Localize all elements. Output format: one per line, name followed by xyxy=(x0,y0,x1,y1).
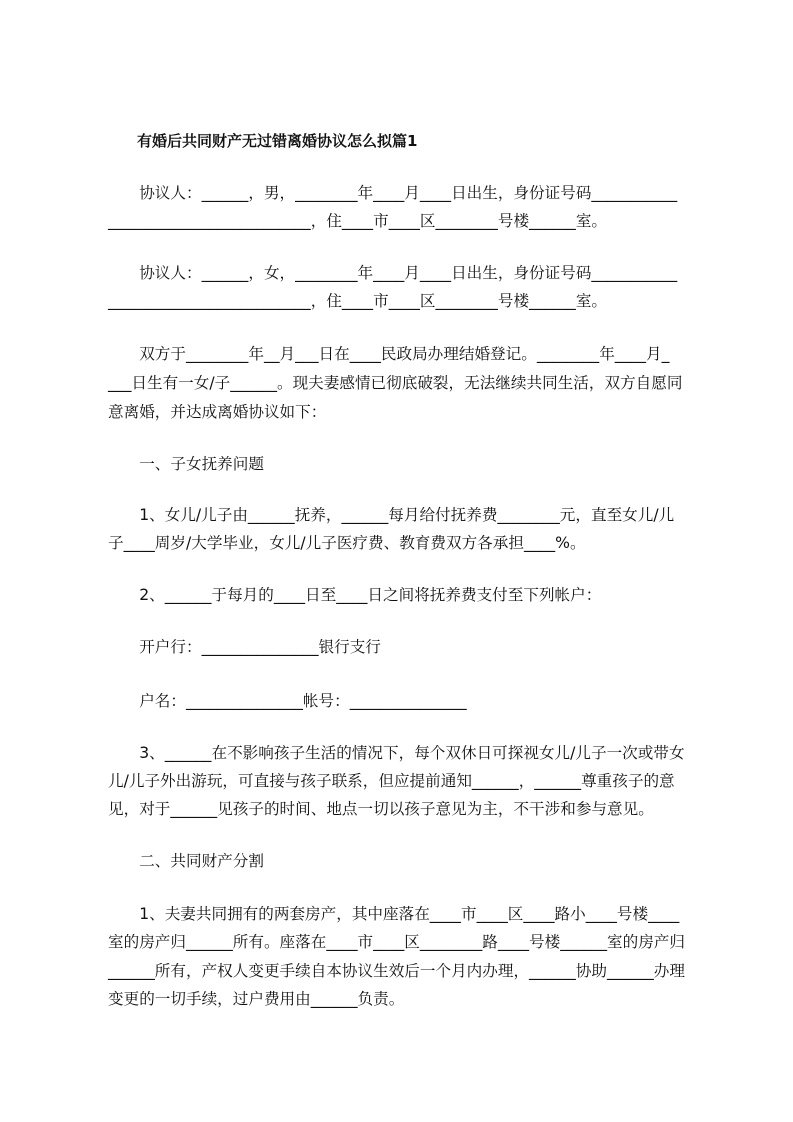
marriage-paragraph-line-3: 意离婚，并达成离婚协议如下： xyxy=(108,403,327,421)
document-title: 有婚后共同财产无过错离婚协议怎么拟篇1 xyxy=(137,132,418,150)
property-clause-1-line-1: 1、夫妻共同拥有的两套房产，其中座落在____市____区____路小____号楼____ xyxy=(108,905,680,923)
custody-clause-2: 2、______于每月的____日至____日之间将抚养费支付至下列帐户： xyxy=(108,586,602,604)
party1-line-2: __________________________，住____市____区________号楼______室。 xyxy=(108,212,608,230)
party2-line-2: __________________________，住____市____区________号楼______室。 xyxy=(108,292,608,310)
custody-clause-1-line-2: 子____周岁/大学毕业，女儿/儿子医疗费、教育费双方各承担____%。 xyxy=(108,534,586,552)
party2-line-1: 协议人：______，女，________年____月____日出生，身份证号码___________ xyxy=(108,264,678,282)
party1-line-1: 协议人：______，男，________年____月____日出生，身份证号码___________ xyxy=(108,184,678,202)
property-clause-1-line-4: 变更的一切手续，过户费用由______负责。 xyxy=(108,990,405,1008)
marriage-paragraph-line-2: ___日生有一女/子______。现夫妻感情已彻底破裂，无法继续共同生活，双方自愿同 xyxy=(108,374,683,392)
custody-clause-3-line-2: 儿/儿子外出游玩，可直接与孩子联系，但应提前通知______，______尊重孩子的意 xyxy=(108,772,675,790)
custody-clause-1-line-1: 1、女儿/儿子由______抚养，______每月给付抚养费________元，直至女儿/儿 xyxy=(108,506,675,524)
account-line: 户名：_______________帐号：_______________ xyxy=(108,692,467,710)
custody-clause-3-line-1: 3、______在不影响孩子生活的情况下，每个双休日可探视女儿/儿子一次或带女 xyxy=(108,744,685,762)
section-heading-child-custody: 一、子女抚养问题 xyxy=(108,455,264,473)
section-heading-property-division: 二、共同财产分割 xyxy=(108,852,264,870)
property-clause-1-line-2: 室的房产归______所有。座落在____市____区________路____号楼______室的房产归 xyxy=(108,933,685,951)
marriage-paragraph-line-1: 双方于________年__月___日在____民政局办理结婚登记。________年____月_ xyxy=(108,345,670,363)
property-clause-1-line-3: ______所有，产权人变更手续自本协议生效后一个月内办理，______协助______办理 xyxy=(108,962,685,980)
custody-clause-3-line-3: 见，对于______见孩子的时间、地点一切以孩子意见为主，不干涉和参与意见。 xyxy=(108,800,654,818)
bank-branch-line: 开户行：_______________银行支行 xyxy=(108,638,381,656)
